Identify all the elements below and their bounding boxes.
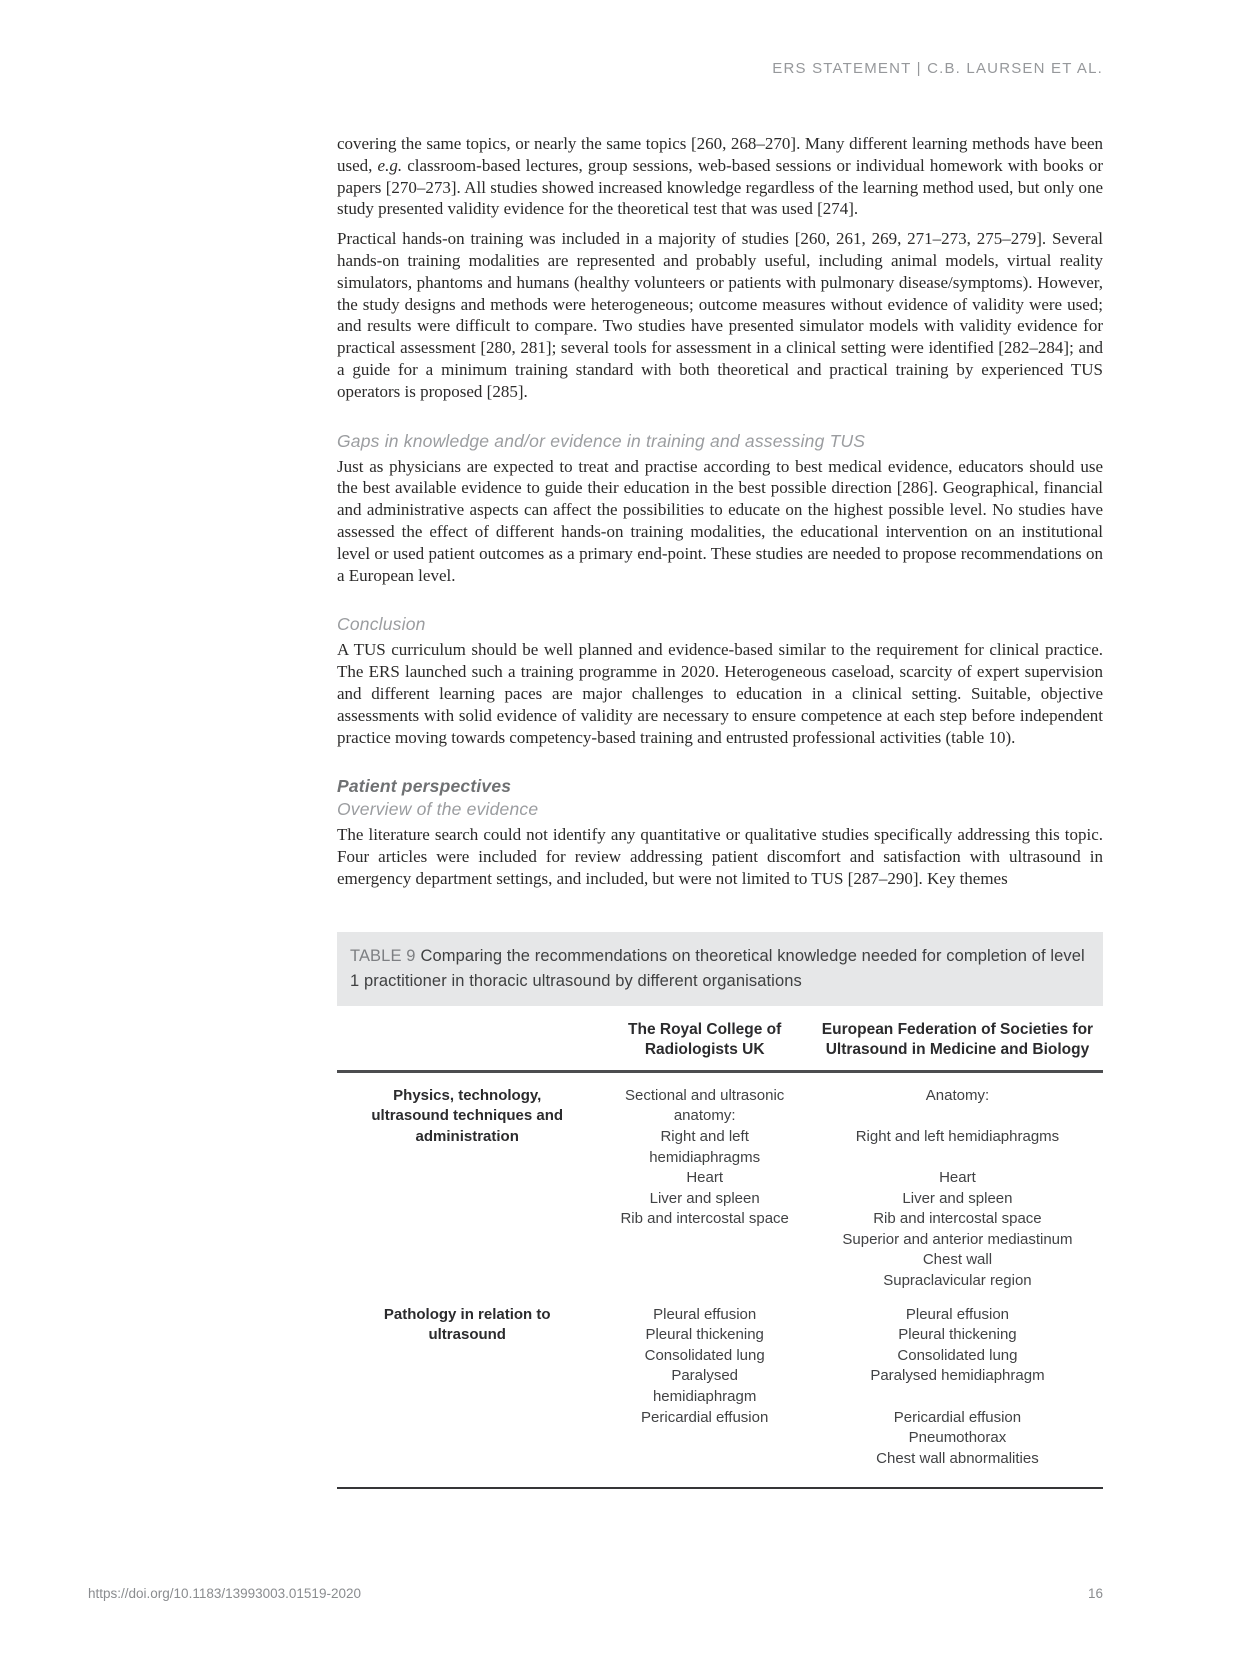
heading-patient-perspectives: Patient perspectives (337, 776, 512, 797)
table-line: Consolidated lung (897, 1346, 1018, 1364)
table-line: Chest wall abnormalities (876, 1449, 1039, 1467)
column-header-rcr-uk: The Royal College of Radiologists UK (628, 1020, 782, 1058)
column-header-empty (337, 1020, 597, 1060)
table-line: Liver and spleen (902, 1189, 1013, 1207)
article-content (337, 133, 1103, 1489)
table-line: Paralysed (671, 1367, 739, 1385)
table-line: hemidiaphragm (652, 1388, 757, 1406)
table-line: Rib and intercostal space (620, 1210, 789, 1228)
table-line: Supraclavicular region (883, 1272, 1032, 1290)
cell-efsumb (812, 1305, 1103, 1470)
table-line: Heart (939, 1169, 976, 1187)
running-header (772, 60, 1103, 77)
table-line: Rib and intercostal space (873, 1210, 1042, 1228)
cell-rcr-uk (597, 1086, 811, 1292)
table-line: Liver and spleen (649, 1189, 760, 1207)
heading-overview-evidence: Overview of the evidence (337, 799, 539, 820)
table-9-body (337, 1073, 1103, 1470)
page-number: 16 (1087, 1586, 1103, 1601)
table-row (337, 1073, 1103, 1292)
column-header-efsumb: European Federation of Societies for Ultrasound in Medicine and Biology (821, 1020, 1094, 1058)
row-label: Pathology in relation to ultrasound (383, 1305, 551, 1344)
table-line: Pneumothorax (908, 1429, 1007, 1447)
table-line: Pericardial effusion (893, 1408, 1022, 1426)
table-line: Pleural effusion (905, 1305, 1009, 1323)
italic-eg: e.g. (377, 155, 403, 175)
table-line: Sectional and ultrasonic (625, 1086, 785, 1104)
cell-efsumb (812, 1086, 1103, 1292)
table-bottom-rule (337, 1487, 1103, 1489)
paragraph-gaps-in-knowledge: Just as physicians are expected to treat and practise according to best medical evidence, educators should use the best available evidence to guide their education in the best possible direction [286]. Geographical, financial and administrative aspects can affect the possibilities to educate on the highest possible level. No studies have assessed the effect of different hands-on training modalities, the educational intervention on an institutional level or used patient outcomes as a primary end-point. These studies are needed to propose recommendations on a European level. (337, 456, 1103, 585)
row-label: Physics, technology, ultrasound techniques and administration (371, 1086, 564, 1145)
table-line (812, 1148, 1103, 1169)
table-9-caption (337, 932, 1103, 1006)
table-line: anatomy: (673, 1107, 736, 1125)
heading-conclusion: Conclusion (337, 614, 426, 635)
paragraph-overview-evidence: The literature search could not identify any quantitative or qualitative studies specifically addressing this topic. Four articles were included for review addressing patient discomfort and satisfaction with ultrasound in emergency department settings, and included, but were not limited to TUS [287–290]. Key themes (337, 825, 1103, 888)
cell-rcr-uk (597, 1305, 811, 1470)
page-footer (88, 1586, 1103, 1601)
table-line: Consolidated lung (644, 1346, 765, 1364)
doi-link[interactable]: https://doi.org/10.1183/13993003.01519-2020 (88, 1586, 361, 1601)
table-line: Pericardial effusion (641, 1408, 769, 1426)
table-9-header-row (337, 1020, 1103, 1070)
table-row (337, 1292, 1103, 1470)
table-9-label: TABLE 9 (350, 946, 416, 965)
paragraph-text: classroom-based lectures, group sessions, web-based sessions or individual homework with books or papers [270–273]. All studies showed increased knowledge regardless of the learning method used, but only one study presented validity evidence for the theoretical test that was used [274]. (337, 155, 1103, 219)
table-line: Heart (686, 1169, 724, 1187)
table-line: Right and left (660, 1127, 749, 1145)
table-9-caption-text: Comparing the recommendations on theoretical knowledge needed for completion of level 1 practitioner in thoracic ultrasound by different organisations (350, 946, 1085, 990)
paragraph-learning-methods (337, 133, 1103, 220)
heading-gaps-in-knowledge: Gaps in knowledge and/or evidence in training and assessing TUS (337, 430, 866, 451)
table-line: Right and left hemidiaphragms (855, 1127, 1060, 1145)
table-line: Pleural effusion (653, 1305, 757, 1323)
table-9 (337, 932, 1103, 1489)
running-header-text: ERS STATEMENT | C.B. LAURSEN ET AL. (772, 60, 1103, 77)
paragraph-hands-on-training: Practical hands-on training was included in a majority of studies [260, 261, 269, 271–273, 275–279]. Several hands-on training modalities are represented and probably useful, including animal models, virtual reality simulators, phantoms and humans (healthy volunteers or patients with pulmonary disease/symptoms). However, the study designs and methods were heterogeneous; outcome measures without evidence of validity were used; and results were difficult to compare. Two studies have presented simulator models with validity evidence for practical assessment [280, 281]; several tools for assessment in a clinical setting were identified [282–284]; and a guide for a minimum training standard with both theoretical and practical training by experienced TUS operators is proposed [285]. (337, 229, 1103, 401)
paragraph-text: covering the same topics, or nearly the same topics [260, 268–270]. Many different learning methods have been used, (337, 134, 1103, 175)
table-line (812, 1387, 1103, 1408)
table-line: Superior and anterior mediastinum (842, 1230, 1073, 1248)
table-line: Paralysed hemidiaphragm (870, 1367, 1045, 1385)
table-line: Chest wall (922, 1251, 993, 1269)
table-line (812, 1106, 1103, 1127)
paragraph-conclusion: A TUS curriculum should be well planned and evidence-based similar to the requirement for clinical practice. The ERS launched such a training programme in 2020. Heterogeneous caseload, scarcity of expert supervision and different learning paces are major challenges to education in a clinical setting. Suitable, objective assessments with solid evidence of validity are necessary to ensure competence at each step before independent practice moving towards competency-based training and entrusted professional activities (table 10). (337, 640, 1103, 747)
table-line: Anatomy: (925, 1086, 990, 1104)
table-line: Pleural thickening (898, 1326, 1017, 1344)
table-line: hemidiaphragms (649, 1148, 761, 1166)
table-line: Pleural thickening (645, 1326, 764, 1344)
